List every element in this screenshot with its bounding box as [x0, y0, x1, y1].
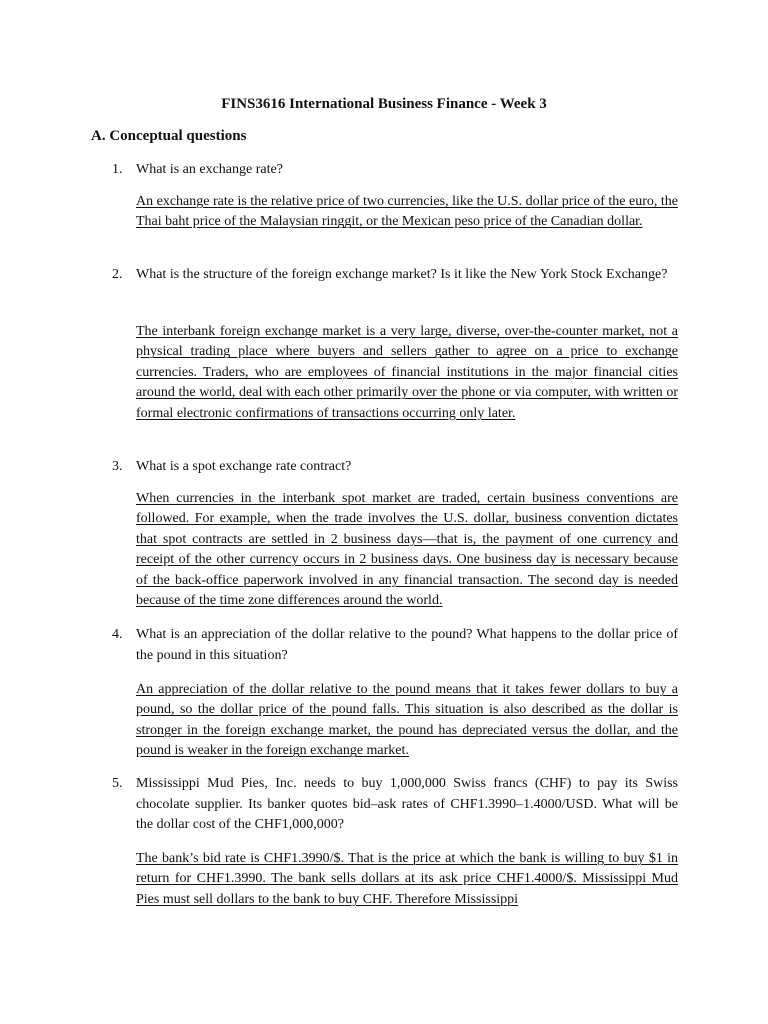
question-text: What is a spot exchange rate contract?	[136, 459, 352, 474]
question-number: 3.	[112, 459, 123, 474]
answer-2: The interbank foreign exchange market is a very large, diverse, over-the-counter market, not a physical trading place where buyers and sellers gather to agree on a price to exchange currencies. Traders, who are employees of financial institutions in the major financial cities around the world, deal with each other primarily over the phone or via computer, with written or formal electronic confirmations of transactions occurring only later.	[136, 324, 678, 421]
question-number: 1.	[112, 162, 123, 177]
question-4	[112, 625, 678, 666]
answer-4: An appreciation of the dollar relative to the pound means that it takes fewer dollars to buy a pound, so the dollar price of the pound falls. This situation is also described as the dollar is stronger in the foreign exchange market, the pound has depreciated versus the dollar, and the pound is weaker in the foreign exchange market.	[136, 682, 678, 759]
question-1	[112, 160, 678, 181]
question-number: 2.	[112, 267, 123, 282]
question-number: 5.	[112, 776, 123, 791]
question-3	[112, 457, 678, 478]
answer-5: The bank’s bid rate is CHF1.3990/$. That is the price at which the bank is willing to buy $1 in return for CHF1.3990. The bank sells dollars at its ask price CHF1.4000/$. Mississippi Mud Pies must sell dollars to the bank to buy CHF. Therefore Mississippi	[136, 851, 678, 907]
answer-1: An exchange rate is the relative price of two currencies, like the U.S. dollar price of the euro, the Thai baht price of the Malaysian ringgit, or the Mexican peso price of the Canadian dollar.	[136, 194, 678, 230]
section-heading: A. Conceptual questions	[91, 128, 247, 144]
question-text: What is an appreciation of the dollar relative to the pound? What happens to the dollar price of the pound in this situation?	[136, 627, 678, 663]
document-title: FINS3616 International Business Finance - Week 3	[221, 96, 547, 112]
question-5	[112, 774, 678, 836]
question-number: 4.	[112, 627, 123, 642]
question-text: What is the structure of the foreign exchange market? Is it like the New York Stock Exchange?	[136, 267, 668, 282]
answer-3: When currencies in the interbank spot market are traded, certain business conventions are followed. For example, when the trade involves the U.S. dollar, business convention dictates that spot contracts are settled in 2 business days—that is, the payment of one currency and receipt of the other currency occurs in 2 business days. One business day is necessary because of the back-office paperwork involved in any financial transaction. The second day is needed because of the time zone differences around the world.	[136, 491, 678, 609]
question-text: What is an exchange rate?	[136, 162, 283, 177]
question-text: Mississippi Mud Pies, Inc. needs to buy 1,000,000 Swiss francs (CHF) to pay its Swiss chocolate supplier. Its banker quotes bid–ask rates of CHF1.3990–1.4000/USD. What will be the dollar cost of the CHF1,000,000?	[136, 776, 678, 832]
question-2	[112, 265, 678, 286]
